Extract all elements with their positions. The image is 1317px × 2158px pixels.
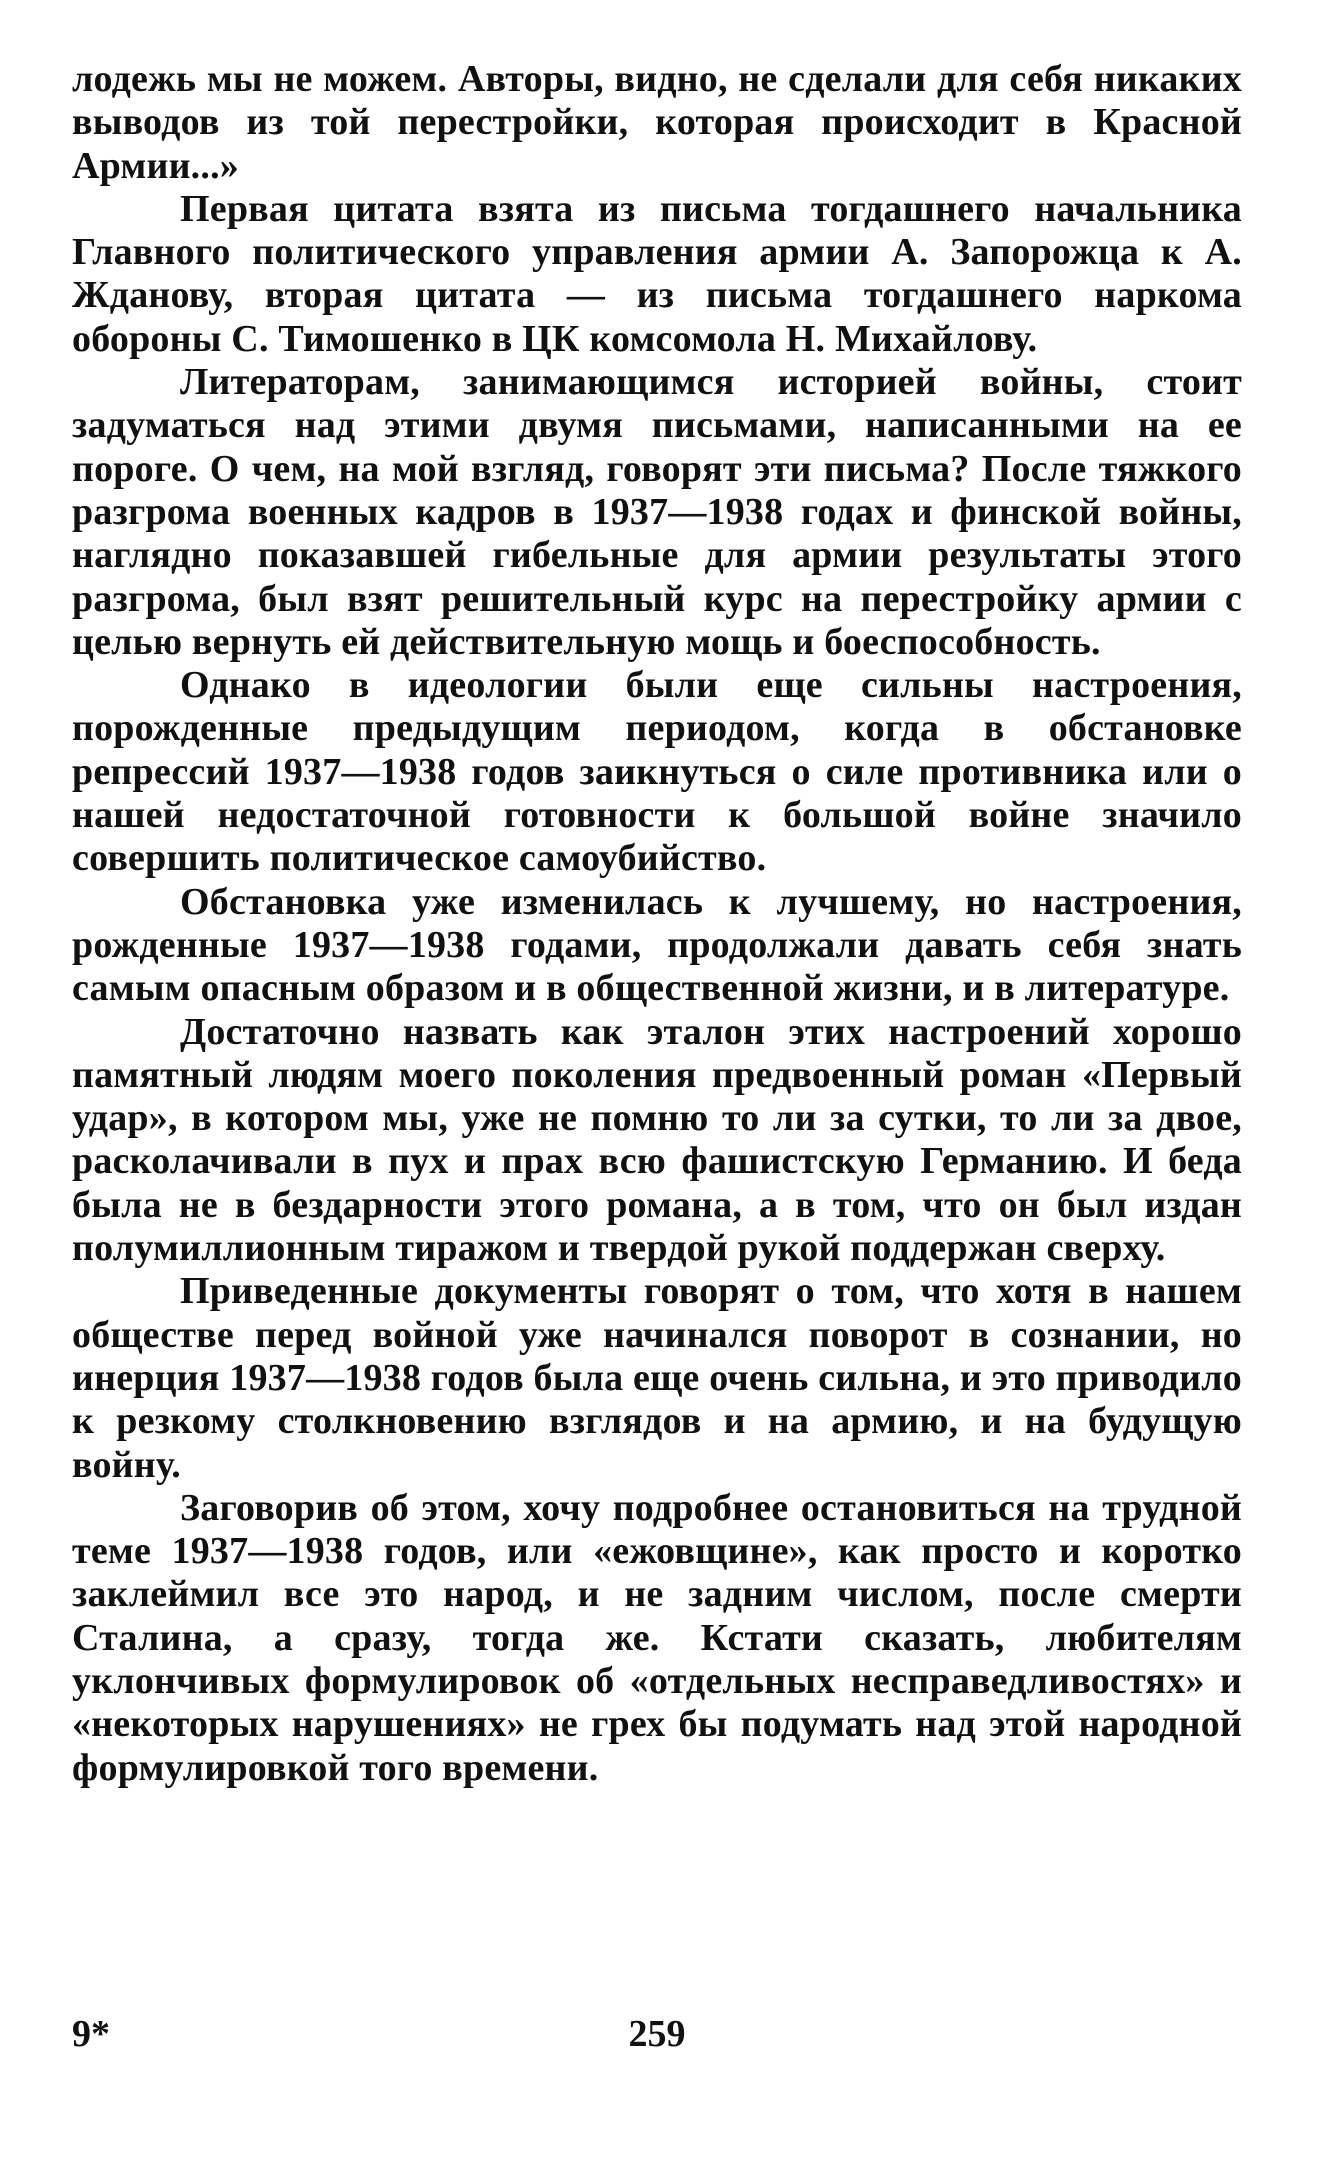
paragraph: Заговорив об этом, хочу подробнее остановиться на трудной теме 1937—1938 годов, или «ежовщине», как просто и коротко заклеймил все это народ, и не задним числом, после смерти Сталина, а сразу, тогда же. Кстати сказать, любителям уклончивых формулировок об «отдельных несправедливостях» и «некоторых нарушениях» не грех бы подумать над этой народной формулировкой того времени. [72,1486,1242,1789]
paragraph: Достаточно назвать как эталон этих настроений хорошо памятный людям моего поколения предвоенный роман «Первый удар», в котором мы, уже не помню то ли за сутки, то ли за двое, расколачивали в пух и прах всю фашистскую Германию. И беда была не в бездарности этого романа, а в том, что он был издан полумиллионным тиражом и твердой рукой поддержан сверху. [72,1010,1242,1270]
signature-mark: 9* [72,2013,110,2055]
page-footer [72,2012,1242,2062]
paragraph: Первая цитата взята из письма тогдашнего начальника Главного политического управления армии А. Запорожца к А. Жданову, вторая цитата — из письма тогдашнего наркома обороны С. Тимошенко в ЦК комсомола Н. Михайлову. [72,187,1242,360]
paragraph: Обстановка уже изменилась к лучшему, но настроения, рожденные 1937—1938 годами, продолжали давать себя знать самым опасным образом и в общественной жизни, и в литературе. [72,880,1242,1010]
paragraph: Приведенные документы говорят о том, что хотя в нашем обществе перед войной уже начинался поворот в сознании, но инерция 1937—1938 годов была еще очень сильна, и это приводило к резкому столкновению взглядов и на армию, и на будущую войну. [72,1270,1242,1486]
paragraph: Однако в идеологии были еще сильны настроения, порожденные предыдущим периодом, когда в обстановке репрессий 1937—1938 годов заикнуться о силе противника или о нашей недостаточной готовности к большой войне значило совершить политическое самоубийство. [72,664,1242,880]
paragraph-continuation: лодежь мы не можем. Авторы, видно, не сделали для себя никаких выводов из той перестройки, которая происходит в Красной Армии...» [72,58,1242,187]
page-body [72,58,1242,1790]
paragraph: Литераторам, занимающимся историей войны, стоит задуматься над этими двумя письмами, написанными на ее пороге. О чем, на мой взгляд, говорят эти письма? После тяжкого разгрома военных кадров в 1937—1938 годах и финской войны, наглядно показавшей гибельные для армии результаты этого разгрома, был взят решительный курс на перестройку армии с целью вернуть ей действительную мощь и боеспособность. [72,361,1242,663]
page-number: 259 [628,2013,686,2055]
